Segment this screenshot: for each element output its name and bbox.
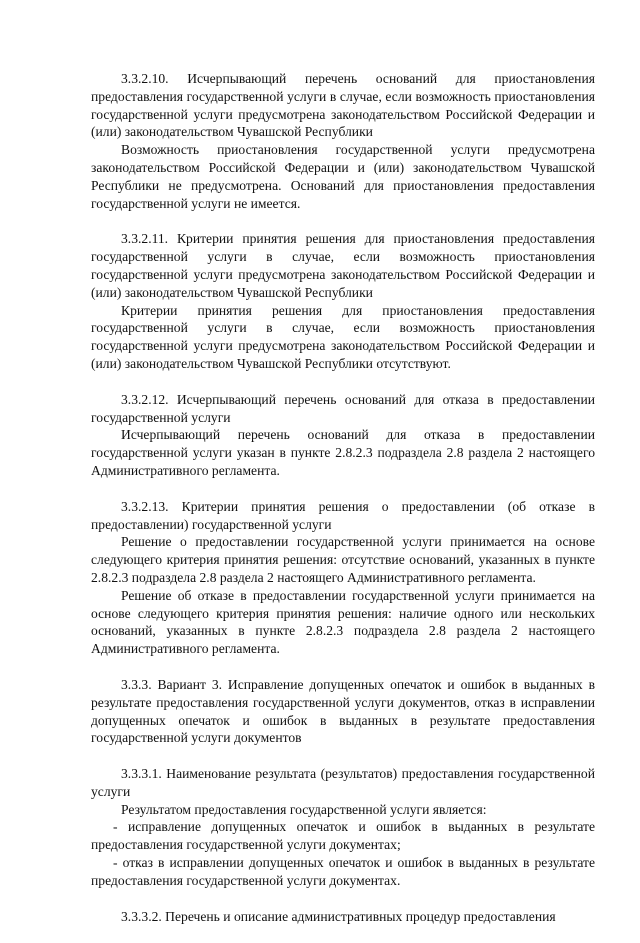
section-3-3-3-1 [91,765,595,890]
section-heading: 3.3.3.1. Наименование результата (результатов) предоставления государственной услуги [91,766,595,799]
section-3-3-2-10 [91,70,595,212]
section-paragraph: Исчерпывающий перечень оснований для отказа в предоставлении государственной услуги указан в пункте 2.8.2.3 подраздела 2.8 раздела 2 настоящего Административного регламента. [91,427,595,478]
section-heading: 3.3.2.11. Критерии принятия решения для приостановления предоставления государственной услуги в случае, если возможность приостановления государственной услуги предусмотрена законодательством Российской Федерации и (или) законодательством Чувашской Республики [91,231,595,300]
section-paragraph: Решение об отказе в предоставлении государственной услуги принимается на основе следующего критерия принятия решения: наличие одного или нескольких оснований, указанных в пункте 2.8.2.3 подраздела 2.8 раздела 2 настоящего Административного регламента. [91,587,595,657]
section-paragraph: Результатом предоставления государственной услуги является: [121,801,487,817]
section-3-3-3 [91,676,595,747]
section-paragraph: Возможность приостановления государственной услуги предусмотрена законодательством Российской Федерации и (или) законодательством Чувашской Республики не предусмотрена. Оснований для приостановления предоставления государственной услуги не имеется. [91,142,595,211]
section-heading: 3.3.3.2. Перечень и описание административных процедур предоставления [121,908,556,924]
document-body [91,70,595,943]
list-item: - отказ в исправлении допущенных опечаток и ошибок в выданных в результате предоставления государственной услуги документах. [91,855,595,888]
section-heading: 3.3.2.13. Критерии принятия решения о предоставлении (об отказе в предоставлении) государственной услуги [91,498,595,532]
section-3-3-3-2 [91,908,595,926]
section-3-3-2-11 [91,230,595,372]
section-3-3-2-12 [91,391,595,480]
section-3-3-2-13 [91,498,595,658]
section-heading: 3.3.2.10. Исчерпывающий перечень оснований для приостановления предоставления государственной услуги в случае, если возможность приостановления государственной услуги предусмотрена законодательством Российской Федерации и (или) законодательством Чувашской Республики [91,71,595,140]
section-paragraph: Критерии принятия решения для приостановления предоставления государственной услуги в случае, если возможность приостановления государственной услуги предусмотрена законодательством Российской Федерации и (или) законодательством Чувашской Республики отсутствуют. [91,302,595,371]
section-paragraph: Решение о предоставлении государственной услуги принимается на основе следующего критерия принятия решения: отсутствие оснований, указанных в пункте 2.8.2.3 подраздела 2.8 раздела 2 настоящего Административного регламента. [91,534,595,585]
list-item: - исправление допущенных опечаток и ошибок в выданных в результате предоставления государственной услуги документах; [91,819,595,853]
section-heading: 3.3.3. Вариант 3. Исправление допущенных опечаток и ошибок в выданных в результате предоставления государственной услуги документов, отказ в исправлении допущенных опечаток и ошибок в выданных в результате предоставления государственной услуги документов [91,676,595,746]
section-heading: 3.3.2.12. Исчерпывающий перечень оснований для отказа в предоставлении государственной услуги [91,391,595,425]
